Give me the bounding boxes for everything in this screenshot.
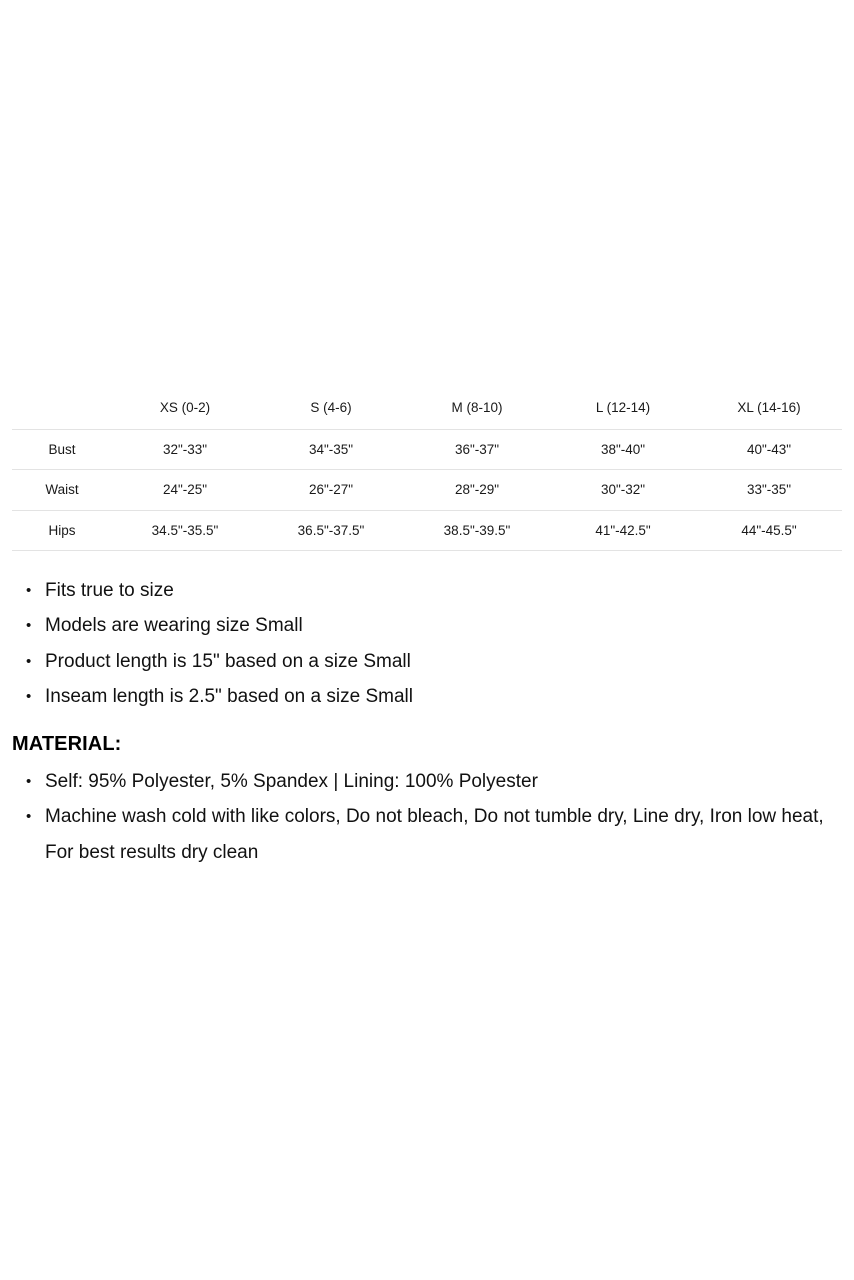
cell-hips-l: 41"-42.5" bbox=[550, 510, 696, 550]
list-item: • Self: 95% Polyester, 5% Spandex | Lining: 100% Polyester bbox=[12, 764, 842, 800]
size-chart-corner bbox=[12, 388, 112, 430]
cell-bust-s: 34"-35" bbox=[258, 430, 404, 470]
cell-hips-m: 38.5"-39.5" bbox=[404, 510, 550, 550]
list-item: • Machine wash cold with like colors, Do not bleach, Do not tumble dry, Line dry, Iron low heat, For best results dry clean bbox=[12, 799, 842, 870]
table-row bbox=[12, 510, 842, 550]
size-column-xl: XL (14-16) bbox=[696, 388, 842, 430]
cell-waist-m: 28"-29" bbox=[404, 470, 550, 510]
list-item: • Fits true to size bbox=[12, 573, 842, 609]
cell-bust-m: 36"-37" bbox=[404, 430, 550, 470]
cell-waist-l: 30"-32" bbox=[550, 470, 696, 510]
cell-bust-xs: 32"-33" bbox=[112, 430, 258, 470]
size-column-m: M (8-10) bbox=[404, 388, 550, 430]
cell-bust-xl: 40"-43" bbox=[696, 430, 842, 470]
material-list bbox=[12, 764, 842, 871]
list-item: • Product length is 15" based on a size Small bbox=[12, 644, 842, 680]
cell-hips-s: 36.5"-37.5" bbox=[258, 510, 404, 550]
row-label-waist: Waist bbox=[12, 470, 112, 510]
cell-hips-xs: 34.5"-35.5" bbox=[112, 510, 258, 550]
size-column-xs: XS (0-2) bbox=[112, 388, 258, 430]
table-row bbox=[12, 430, 842, 470]
table-row bbox=[12, 470, 842, 510]
fit-notes-list bbox=[12, 573, 842, 715]
size-column-s: S (4-6) bbox=[258, 388, 404, 430]
cell-waist-s: 26"-27" bbox=[258, 470, 404, 510]
table-header-row bbox=[12, 388, 842, 430]
size-chart-body bbox=[12, 430, 842, 551]
list-item: • Models are wearing size Small bbox=[12, 608, 842, 644]
material-section-title: MATERIAL: bbox=[12, 732, 122, 755]
cell-hips-xl: 44"-45.5" bbox=[696, 510, 842, 550]
size-chart-table bbox=[12, 388, 842, 551]
cell-bust-l: 38"-40" bbox=[550, 430, 696, 470]
row-label-hips: Hips bbox=[12, 510, 112, 550]
cell-waist-xl: 33"-35" bbox=[696, 470, 842, 510]
details-content bbox=[12, 388, 842, 870]
cell-waist-xs: 24"-25" bbox=[112, 470, 258, 510]
row-label-bust: Bust bbox=[12, 430, 112, 470]
size-chart-head bbox=[12, 388, 842, 430]
size-column-l: L (12-14) bbox=[550, 388, 696, 430]
list-item: • Inseam length is 2.5" based on a size Small bbox=[12, 679, 842, 715]
